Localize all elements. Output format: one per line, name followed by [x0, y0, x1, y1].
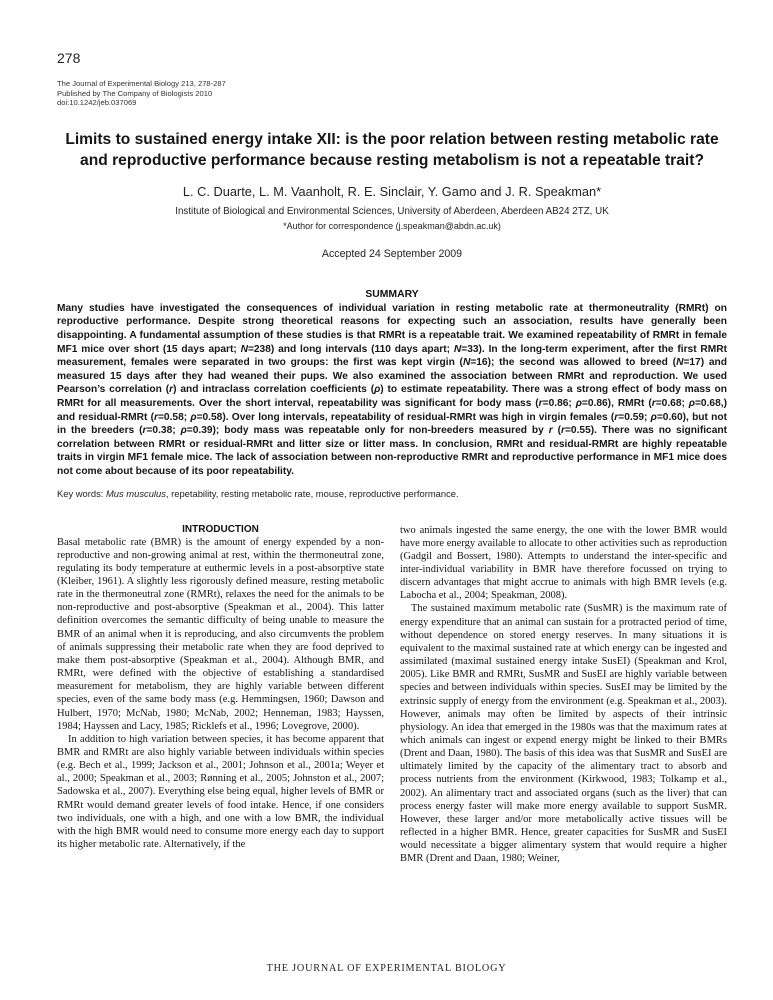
- footer-journal-name: THE JOURNAL OF EXPERIMENTAL BIOLOGY: [266, 963, 507, 974]
- journal-info: [57, 79, 727, 108]
- article-title: Limits to sustained energy intake XII: is the poor relation between resting metabolic rate and reproductive performance because resting metabolism is not a repeatable trait?: [65, 130, 719, 169]
- intro-right-para-2: The sustained maximum metabolic rate (SusMR) is the maximum rate of energy expenditure that an animal can sustain for a protracted period of time, without dependence on stored energy reserves. In many situations it is equivalent to the maximal sustained rate at which energy can be ingested and assimilated (maximal sustained energy intake SusEI) (Speakman and Krol, 2005). Like BMR and RMRt, SusMR and SusEI are highly variable between species and between individuals within species. SusEI may be limited by the extrinsic supply of energy from the environment (e.g. Speakman et al., 2003). However, animals may often be limited by aspects of their intrinsic physiology. An idea that emerged in the 1980s was that the maximum rates at which animals can ingest or expend energy might be linked to their BMRs (Drent and Daan, 1980). The basis of this idea was that SusMR and SusEI are ultimately limited by the capacity of the alimentary tract to absorb and process nutrients from the environment (Kirkwood, 1983; Tolkamp et al., 2002). An alimentary tract and associated organs (such as the liver) that can process energy faster will make more energy available to support SusMR. However, these larger and/or more metabolically active tissues will be reflected in a higher BMR. Hence, greater capacities for SusMR and SusEI would necessitate a bigger alimentary system that would require a higher BMR (Drent and Daan, 1980; Weiner,: [400, 603, 727, 865]
- journal-info-line: The Journal of Experimental Biology 213, 278-287: [57, 79, 226, 88]
- right-column: [400, 524, 727, 866]
- summary-body: Many studies have investigated the consequences of individual variation in resting metabolic rate at thermoneutrality (RMRt) on reproductive performance. Despite strong theoretical reasons for expecting such an association, results have generally been disappointing. A fundamental assumption of these studies is that RMRt is a repeatable trait. We examined repeatability of RMRt in female MF1 mice over short (15 days apart; N=238) and long intervals (110 days apart; N=33). In the long-term experiment, after the first RMRt measurement, females were separated in two groups: the first was kept virgin (N=16); the second was allowed to breed (N=17) and measured 15 days after they had weaned their pups. We also examined the association between RMRt and reproduction. We used Pearson’s correlation (r) and intraclass correlation coefficients (ρ) to estimate repeatability. There was a strong effect of body mass on RMRt for all measurements. Over the short interval, repeatability was significant for body mass (r=0.86; ρ=0.86), RMRt (r=0.68; ρ=0.68,) and residual-RMRt (r=0.58; ρ=0.58). Over long intervals, repeatability of residual-RMRt was high in virgin females (r=0.59; ρ=0.60), but not in the breeders (r=0.38; ρ=0.39); body mass was repeatable only for non-breeders measured by r (r=0.55). There was no significant correlation between RMRt or residual-RMRt and litter size or litter mass. In conclusion, RMRt and residual-RMRt are highly repeatable traits in virgin MF1 female mice. The lack of association between non-reproductive RMRt and reproductive performance in MF1 mice does not come about because of its poor repeatability.: [57, 302, 728, 477]
- summary-heading: SUMMARY: [365, 288, 419, 300]
- accepted-date-line: Accepted 24 September 2009: [321, 247, 463, 260]
- intro-right-para-1: two animals ingested the same energy, the one with the lower BMR would have more energy available to allocate to other activities such as reproduction (Gadgil and Bossert, 1980). Attempts to understand the inter-specific and inter-individual variability in BMR have therefore focussed on trying to discern advantages that might accrue to animals with high BMR levels (e.g. Labocha et al., 2004; Speakman, 2008).: [400, 524, 727, 602]
- two-column-body: [57, 524, 727, 866]
- journal-info-line: Published by The Company of Biologists 2010: [57, 88, 213, 98]
- left-column: [57, 524, 384, 866]
- journal-info-line: doi:10.1242/jeb.037069: [57, 98, 137, 108]
- authors-line: L. C. Duarte, L. M. Vaanholt, R. E. Sinclair, Y. Gamo and J. R. Speakman*: [182, 183, 602, 199]
- page-number: 278: [57, 50, 81, 66]
- keywords-line: Key words: Mus musculus, repetability, resting metabolic rate, mouse, reproductive performance.: [57, 487, 459, 499]
- correspondence-line: *Author for correspondence (j.speakman@abdn.ac.uk): [283, 220, 501, 231]
- introduction-left-text: [57, 536, 384, 852]
- affiliation-line: Institute of Biological and Environmental Sciences, University of Aberdeen, Aberdeen AB24 2TZ, UK: [175, 205, 609, 217]
- intro-left-para-2: In addition to high variation between species, it has become apparent that BMR and RMRt are also highly variable between individuals within species (e.g. Bech et al., 1999; Jackson et al., 2001; Johnson et al., 2001a; Weyer et al., 2000; Speakman et al., 2003; Rønning et al., 2005; Johnston et al., 2007; Sadowska et al., 2007). Everything else being equal, higher levels of BMR or RMRt would demand greater levels of food intake. Hence, if one considers two individuals, one with a high, and one with a low BMR, the individual with the high BMR would need to consume more energy each day to support its higher metabolic rate. Alternatively, if the: [57, 733, 384, 851]
- introduction-right-text: [400, 524, 727, 866]
- intro-left-para-1: Basal metabolic rate (BMR) is the amount of energy expended by a non-reproductive and non-growing animal at rest, within the thermoneutral zone, regulating its body temperature at euthermic levels in a post-absorptive state (Kleiber, 1961). A slightly less rigorously defined measure, resting metabolic rate in the thermoneutral zone (RMRt), relaxes the need for the animals to be non-reproductive and post-absorptive (Speakman et al., 2004). This latter definition overcomes the semantic difficulty of being unable to measure the BMR of an animal when it is reproducing, and also circumvents the problem of animals suppressing their metabolic rate when they are food deprived to make them post-absorptive (Speakman et al., 2004). Although BMR, and RMRt, were defined with the objective of establishing a standardised measurement for metabolism, they are highly variable between different species, even of the same body mass (e.g. Hemmingsen, 1960; Dawson and Hulbert, 1970; McNab, 1980; McNab, 2002; Henneman, 1983; Hayssen, 1984; Hayssen and Lacy, 1985; Ricklefs et al., 1996; Lovegrove, 2000).: [57, 536, 384, 732]
- introduction-heading: INTRODUCTION: [182, 523, 259, 535]
